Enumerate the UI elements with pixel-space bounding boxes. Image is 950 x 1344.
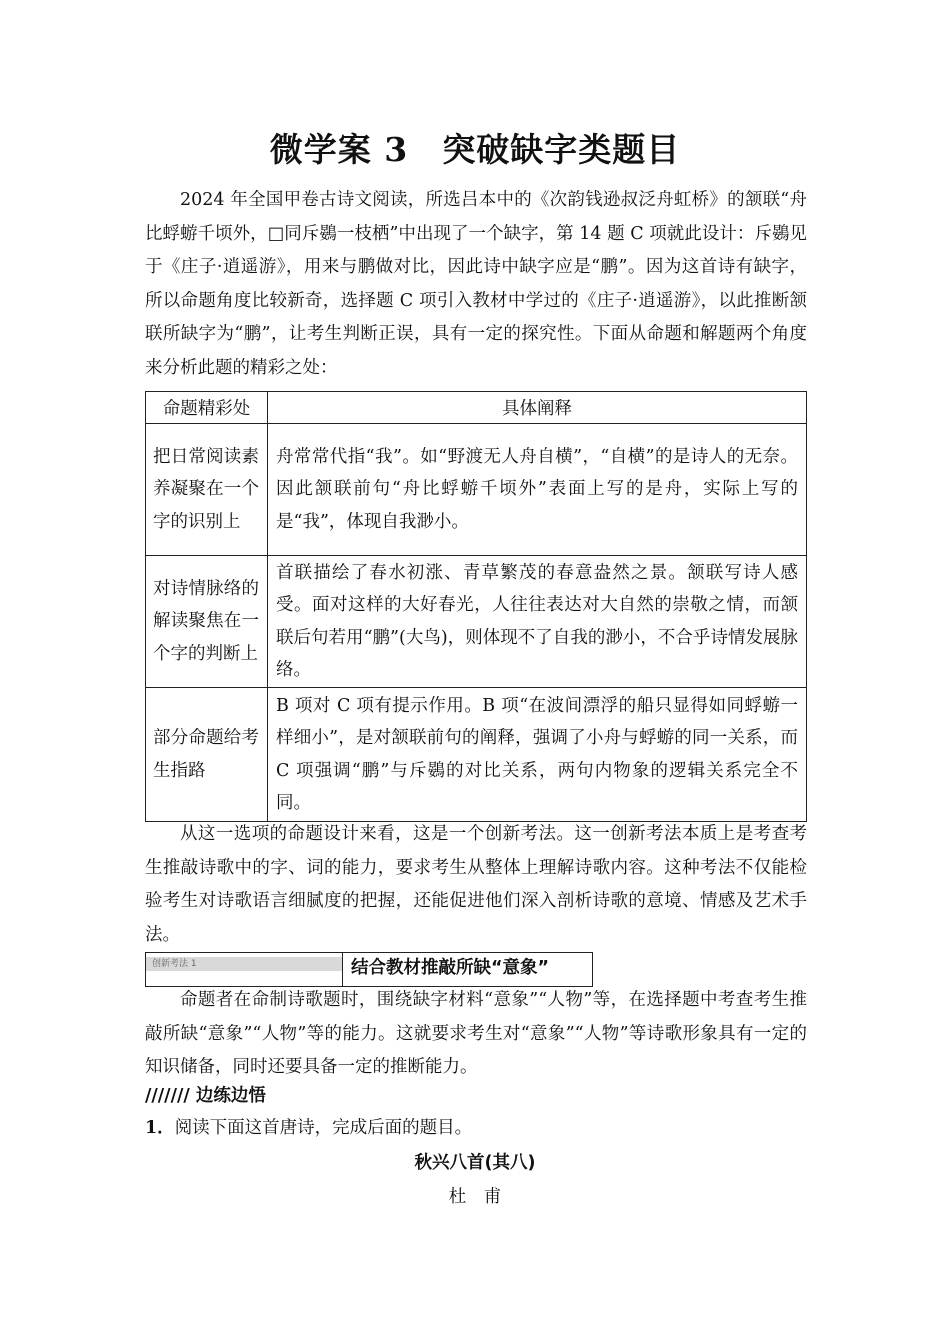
poem-author: 杜甫 [448,1187,519,1207]
table-cell-point: 把日常阅读素养凝聚在一个字的识别上 [146,424,268,556]
table-header-detail: 具体阐释 [268,392,807,424]
question-item [145,1114,472,1139]
table-row [146,424,807,556]
intro-paragraph: 2024 年全国甲卷古诗文阅读，所选吕本中的《次韵钱逊叔泛舟虹桥》的颔联“舟比蜉蝣千顷外，□同斥鷃一枝栖”中出现了一个缺字，第 14 题 C 项就此设计：斥鷃见于《庄子·逍遥游》，用来与鹏做对比，因此诗中缺字应是“鹏”。因为这首诗有缺字，所以命题角度比较新奇，选择题 C 项引入教材中学过的《庄子·逍遥游》，以此推断颔联所缺字为“鹏”，让考生判断正误，具有一定的探究性。下面从命题和解题两个角度来分析此题的精彩之处： [145,190,807,378]
table-cell-detail: 舟常常代指“我”。如“野渡无人舟自横”，“自横”的是诗人的无奈。因此颔联前句“舟比蜉蝣千顷外”表面上写的是舟，实际上写的是“我”，体现自我渺小。 [268,424,807,556]
method-tag-cell [146,953,342,986]
table-row [146,556,807,688]
table-cell-detail: B 项对 C 项有提示作用。B 项“在波间漂浮的船只显得如同蜉蝣一样细小”，是对颔联前句的阐释，强调了小舟与蜉蝣的同一关系，而 C 项强调“鹏”与斥鷃的对比关系，两句内物象的逻辑关系完全不同。 [268,688,807,822]
question-text: 阅读下面这首唐诗，完成后面的题目。 [174,1118,473,1138]
table-cell-detail: 首联描绘了春水初涨、青草繁茂的春意盎然之景。颔联写诗人感受。面对这样的大好春光，人往往表达对大自然的崇敬之情，而颔联后句若用“鹏”(大鸟)，则体现不了自我的渺小，不合乎诗情发展脉络。 [268,556,807,688]
poem-title: 秋兴八首(其八) [414,1153,536,1173]
table-header-point: 命题精彩处 [146,392,268,424]
method-tag: 创新考法 1 [146,957,342,971]
method-paragraph: 命题者在命制诗歌题时，围绕缺字材料“意象”“人物”等，在选择题中考查考生推敲所缺“意象”“人物”等的能力。这就要求考生对“意象”“人物”等诗歌形象具有一定的知识储备，同时还要具备一定的推断能力。 [145,990,807,1077]
practice-heading: /////// 边练边悟 [145,1086,266,1106]
question-number: 1． [145,1118,175,1138]
table-cell-point: 对诗情脉络的解读聚焦在一个字的判断上 [146,556,268,688]
analysis-table [145,391,807,822]
table-cell-point: 部分命题给考生指路 [146,688,268,822]
page-title: 微学案 3 突破缺字类题目 [269,130,681,169]
table-header-row [146,392,807,424]
method-title: 结合教材推敲所缺“意象” [342,953,592,986]
table-row [146,688,807,822]
analysis-paragraph: 从这一选项的命题设计来看，这是一个创新考法。这一创新考法本质上是考查考生推敲诗歌中的字、词的能力，要求考生从整体上理解诗歌内容。这种考法不仅能检验考生对诗歌语言细腻度的把握，还能促进他们深入剖析诗歌的意境、情感及艺术手法。 [145,824,807,945]
method-heading-box [145,952,593,987]
